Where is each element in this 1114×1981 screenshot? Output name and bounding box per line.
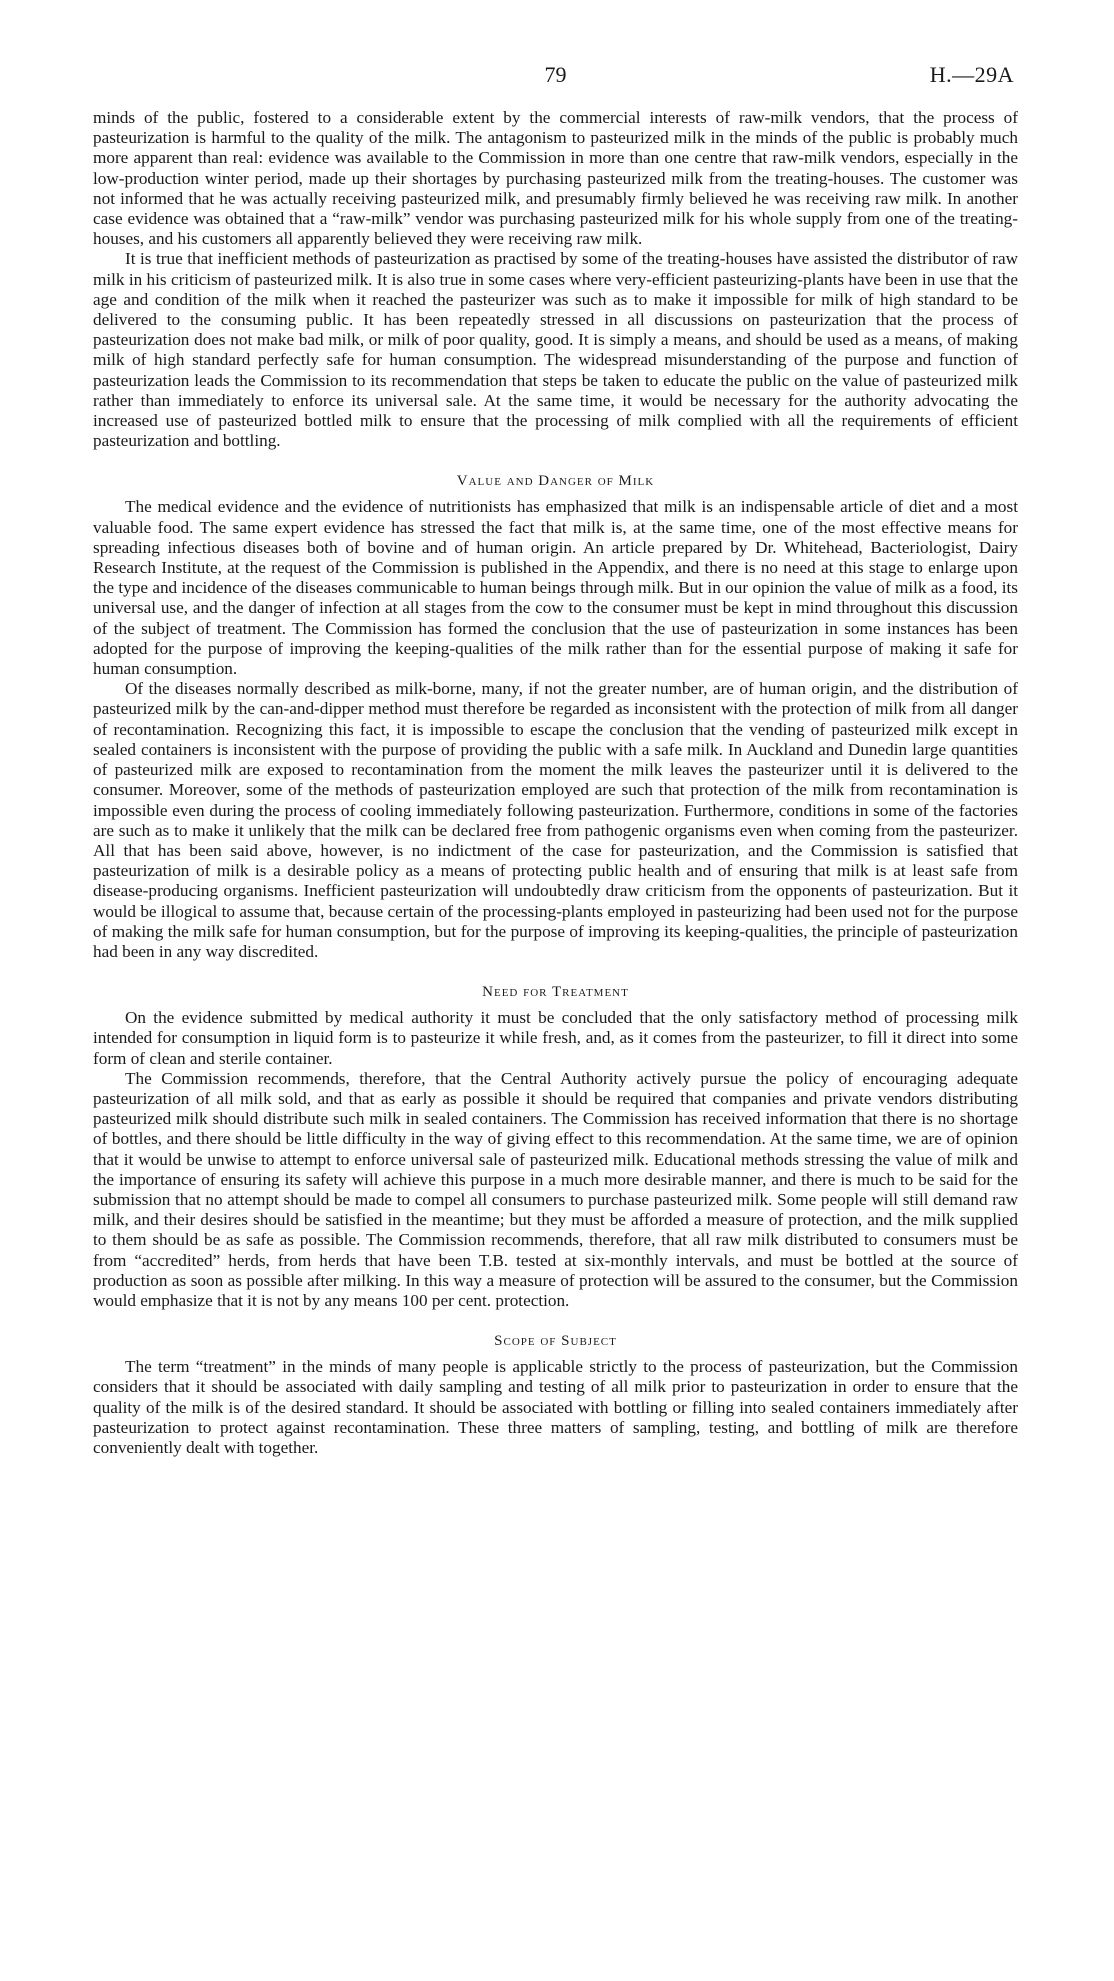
document-page [93,62,1018,1458]
paragraph: The medical evidence and the evidence of nutritionists has emphasized that milk is an indispensable article of diet and a most valuable food. The same expert evidence has stressed the fact that milk is, at the same time, one of the most effective means for spreading infectious diseases both of bovine and of human origin. An article prepared by Dr. Whitehead, Bacteriologist, Dairy Research Institute, at the request of the Commission is published in the Appendix, and there is no need at this stage to enlarge upon the type and incidence of the diseases communicable to human beings through milk. But in our opinion the value of milk as a food, its universal use, and the danger of infection at all stages from the cow to the consumer must be kept in mind throughout this discussion of the subject of treatment. The Commission has formed the conclusion that the use of pasteurization in some instances has been adopted for the purpose of improving the keeping-qualities of the milk rather than for the essential purpose of making it safe for human consumption. [93,497,1018,679]
paragraph: The Commission recommends, therefore, that the Central Authority actively pursue the policy of encouraging adequate pasteurization of all milk sold, and that as early as possible it should be required that companies and private vendors distributing pasteurized milk should distribute such milk in sealed containers. The Commission has received information that there is no shortage of bottles, and there should be little difficulty in the way of giving effect to this recommendation. At the same time, we are of opinion that it would be unwise to attempt to enforce universal sale of pasteurized milk. Educational methods stressing the value of milk and the importance of ensuring its safety will achieve this purpose in a much more desirable manner, and there is much to be said for the submission that no attempt should be made to compel all consumers to purchase pasteurized milk. Some people will still demand raw milk, and their desires should be satisfied in the meantime; but they must be afforded a measure of protection, and the milk supplied to them should be as safe as possible. The Commission recommends, therefore, that all raw milk distributed to consumers must be from “accredited” herds, from herds that have been T.B. tested at six-monthly intervals, and must be bottled at the source of production as soon as possible after milking. In this way a measure of protection will be assured to the consumer, but the Commission would emphasize that it is not by any means 100 per cent. protection. [93,1068,1018,1310]
paragraph: Of the diseases normally described as milk-borne, many, if not the greater number, are of human origin, and the distribution of pasteurized milk by the can-and-dipper method must therefore be regarded as inconsistent with the protection of milk from all danger of recontamination. Recognizing this fact, it is impossible to escape the conclusion that the vending of pasteurized milk except in sealed containers is inconsistent with the purpose of providing the public with a safe milk. In Auckland and Dunedin large quantities of pasteurized milk are exposed to recontamination from the moment the milk leaves the pasteurizer until it is delivered to the consumer. Moreover, some of the methods of pasteurization employed are such that protection of the milk from recontamination is impossible even during the process of cooling immediately following pasteurization. Furthermore, conditions in some of the factories are such as to make it unlikely that the milk can be declared free from pathogenic organisms even when coming from the pasteurizer. All that has been said above, however, is no indictment of the case for pasteurization, and the Commission is satisfied that pasteurization of milk is a desirable policy as a means of protecting public health and of ensuring that milk is at least safe from disease-producing organisms. Inefficient pasteurization will undoubtedly draw criticism from the opponents of pasteurization. But it would be illogical to assume that, because certain of the processing-plants employed in pasteurizing had been used not for the purpose of making the milk safe for human consumption, but for the purpose of improving its keeping-qualities, the principle of pasteurization had been in any way discredited. [93,679,1018,961]
page-reference: H.—29A [929,62,1014,87]
paragraph: The term “treatment” in the minds of many people is applicable strictly to the process of pasteurization, but the Commission considers that it should be associated with daily sampling and testing of all milk prior to pasteurization in order to ensure that the quality of the milk is of the desired standard. It should be associated with bottling or filling into sealed containers immediately after pasteurization to protect against recontamination. These three matters of sampling, testing, and bottling of milk are therefore conveniently dealt with together. [93,1357,1018,1457]
section-heading: Value and Danger of Milk [456,473,655,490]
page-number: 79 [544,62,567,87]
section-heading: Scope of Subject [494,1333,617,1350]
paragraph: It is true that inefficient methods of pasteurization as practised by some of the treating-houses have assisted the distributor of raw milk in his criticism of pasteurized milk. It is also true in some cases where very-efficient pasteurizing-plants have been in use that the age and condition of the milk when it reached the pasteurizer was such as to make it impossible for milk of high standard to be delivered to the consuming public. It has been repeatedly stressed in all discussions on pasteurization that the process of pasteurization does not make bad milk, or milk of poor quality, good. It is simply a means, and should be used as a means, of making milk of high standard perfectly safe for human consumption. The widespread misunderstanding of the purpose and function of pasteurization leads the Commission to its recommendation that steps be taken to educate the public on the value of pasteurized milk rather than immediately to enforce its universal sale. At the same time, it would be necessary for the authority advocating the increased use of pasteurized bottled milk to ensure that the processing of milk complied with all the requirements of efficient pasteurization and bottling. [93,249,1018,451]
page-header [93,62,1018,90]
section-heading: Need for Treatment [482,984,629,1001]
paragraph: On the evidence submitted by medical authority it must be concluded that the only satisfactory method of processing milk intended for consumption in liquid form is to pasteurize it while fresh, and, as it comes from the pasteurizer, to fill it direct into some form of clean and sterile container. [93,1008,1018,1068]
paragraph: minds of the public, fostered to a considerable extent by the commercial interests of raw-milk vendors, that the process of pasteurization is harmful to the quality of the milk. The antagonism to pasteurized milk in the minds of the public is probably much more apparent than real: evidence was available to the Commission in more than one centre that raw-milk vendors, especially in the low-production winter period, made up their shortages by purchasing pasteurized milk from the treating-houses. The customer was not informed that he was actually receiving pasteurized milk, and presumably firmly believed he was receiving raw milk. In another case evidence was obtained that a “raw-milk” vendor was purchasing pasteurized milk for his whole supply from one of the treating-houses, and his customers all apparently believed they were receiving raw milk. [93,108,1018,249]
